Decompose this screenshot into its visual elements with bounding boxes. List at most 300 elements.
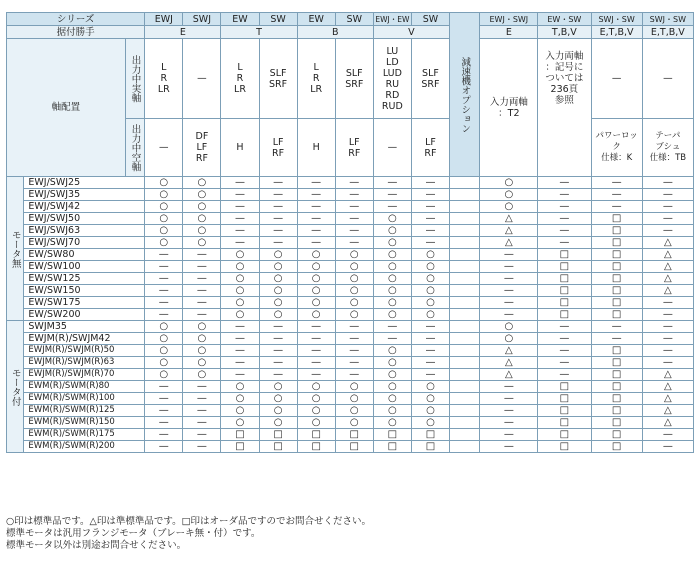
availability-cell: — (411, 201, 449, 213)
table-row (7, 249, 694, 261)
availability-cell: ○ (183, 321, 221, 333)
opt-mount: E (480, 26, 538, 39)
availability-cell: □ (538, 441, 591, 453)
model-name: SWJM35 (24, 321, 145, 333)
availability-cell: — (221, 213, 259, 225)
table-row (7, 441, 694, 453)
availability-cell: ○ (297, 285, 335, 297)
availability-cell: — (411, 369, 449, 381)
opt-powerlock: パワーロック 仕様：K (591, 119, 642, 177)
availability-cell: △ (480, 345, 538, 357)
footnote: ○印は標準品です。△印は準標準品です。□印はオーダ品ですのでお問合せください。 (6, 516, 372, 527)
availability-cell: — (480, 297, 538, 309)
availability-cell: — (297, 237, 335, 249)
hollow-val: — (373, 119, 411, 177)
option-spacer (450, 333, 480, 345)
series-label: シリーズ (7, 13, 145, 26)
hollow-val: DF LF RF (183, 119, 221, 177)
availability-cell: — (538, 201, 591, 213)
availability-cell: — (221, 237, 259, 249)
availability-cell: ○ (183, 201, 221, 213)
availability-cell: □ (259, 429, 297, 441)
availability-cell: — (642, 345, 693, 357)
availability-cell: ○ (259, 285, 297, 297)
availability-cell: — (335, 225, 373, 237)
availability-cell: — (297, 369, 335, 381)
availability-cell: □ (591, 381, 642, 393)
availability-cell: — (221, 321, 259, 333)
availability-cell: ○ (411, 393, 449, 405)
table-row (7, 333, 694, 345)
opt-taper: テーパ ブシュ 仕様：TB (642, 119, 693, 177)
availability-cell: — (259, 333, 297, 345)
availability-cell: ○ (221, 309, 259, 321)
availability-cell: — (480, 405, 538, 417)
availability-cell: ○ (373, 369, 411, 381)
option-spacer (450, 321, 480, 333)
option-spacer (450, 381, 480, 393)
solid-val: — (183, 39, 221, 119)
availability-cell: □ (591, 237, 642, 249)
availability-cell: ○ (183, 213, 221, 225)
availability-cell: ○ (411, 417, 449, 429)
solid-val: SLF SRF (411, 39, 449, 119)
availability-cell: — (480, 381, 538, 393)
availability-cell: □ (373, 441, 411, 453)
availability-cell: — (145, 261, 183, 273)
model-name: EWJ/SWJ50 (24, 213, 145, 225)
availability-cell: □ (591, 249, 642, 261)
option-spacer (450, 357, 480, 369)
availability-cell: ○ (411, 309, 449, 321)
availability-cell: — (642, 357, 693, 369)
availability-cell: — (411, 237, 449, 249)
availability-cell: □ (591, 297, 642, 309)
availability-cell: ○ (145, 177, 183, 189)
series-col: EWJ (145, 13, 183, 26)
availability-cell: — (538, 321, 591, 333)
availability-cell: ○ (259, 405, 297, 417)
table-row (7, 213, 694, 225)
availability-cell: — (642, 201, 693, 213)
availability-cell: — (183, 273, 221, 285)
availability-cell: — (145, 285, 183, 297)
availability-cell: ○ (411, 249, 449, 261)
availability-cell: — (538, 357, 591, 369)
availability-cell: ○ (335, 285, 373, 297)
availability-cell: — (145, 393, 183, 405)
availability-cell: ○ (145, 345, 183, 357)
availability-cell: ○ (221, 249, 259, 261)
table-row (7, 285, 694, 297)
model-name: EW/SW175 (24, 297, 145, 309)
availability-cell: ○ (221, 405, 259, 417)
availability-cell: — (411, 321, 449, 333)
availability-cell: — (259, 189, 297, 201)
availability-cell: — (183, 249, 221, 261)
availability-cell: △ (480, 237, 538, 249)
option-spacer (450, 393, 480, 405)
availability-cell: ○ (259, 393, 297, 405)
hollow-val: H (297, 119, 335, 177)
availability-cell: □ (538, 429, 591, 441)
availability-cell: ○ (373, 417, 411, 429)
availability-cell: — (183, 285, 221, 297)
availability-cell: — (335, 357, 373, 369)
availability-cell: — (373, 189, 411, 201)
availability-cell: ○ (335, 261, 373, 273)
availability-cell: — (145, 297, 183, 309)
availability-cell: — (259, 357, 297, 369)
group-label: モータ付 (7, 321, 24, 453)
availability-cell: — (145, 249, 183, 261)
availability-cell: — (259, 369, 297, 381)
availability-cell: — (259, 345, 297, 357)
footnotes (6, 516, 694, 552)
availability-cell: — (297, 225, 335, 237)
availability-cell: ○ (221, 381, 259, 393)
availability-cell: ○ (145, 201, 183, 213)
model-name: EWM(R)/SWM(R)80 (24, 381, 145, 393)
availability-cell: — (373, 333, 411, 345)
availability-cell: — (145, 441, 183, 453)
availability-cell: — (183, 405, 221, 417)
availability-cell: ○ (373, 261, 411, 273)
availability-cell: ○ (373, 225, 411, 237)
series-col: EW (297, 13, 335, 26)
mount-group: E (145, 26, 221, 39)
option-spacer (450, 273, 480, 285)
table-row (7, 189, 694, 201)
availability-cell: □ (591, 345, 642, 357)
mounting-label: 据付勝手 (7, 26, 145, 39)
availability-cell: ○ (183, 177, 221, 189)
availability-cell: — (183, 441, 221, 453)
availability-cell: □ (538, 297, 591, 309)
availability-cell: △ (480, 369, 538, 381)
availability-cell: — (538, 237, 591, 249)
availability-cell: — (183, 393, 221, 405)
availability-cell: — (335, 333, 373, 345)
availability-cell: — (480, 441, 538, 453)
shaft-label: 軸配置 (7, 39, 126, 177)
availability-cell: □ (538, 273, 591, 285)
table-row (7, 273, 694, 285)
availability-cell: ○ (373, 213, 411, 225)
availability-cell: ○ (183, 369, 221, 381)
availability-cell: — (642, 189, 693, 201)
availability-cell: □ (591, 213, 642, 225)
option-spacer (450, 201, 480, 213)
availability-cell: ○ (145, 357, 183, 369)
availability-cell: — (538, 213, 591, 225)
availability-cell: ○ (373, 297, 411, 309)
availability-cell: — (297, 321, 335, 333)
option-spacer (450, 405, 480, 417)
model-name: EWM(R)/SWM(R)100 (24, 393, 145, 405)
availability-cell: ○ (373, 273, 411, 285)
option-spacer (450, 369, 480, 381)
availability-cell: — (335, 237, 373, 249)
table-row (7, 321, 694, 333)
availability-cell: — (373, 177, 411, 189)
availability-cell: ○ (297, 381, 335, 393)
opt-dash: — (642, 39, 693, 119)
availability-cell: — (259, 321, 297, 333)
availability-cell: — (411, 177, 449, 189)
availability-cell: □ (538, 285, 591, 297)
availability-cell: — (335, 201, 373, 213)
availability-cell: ○ (297, 393, 335, 405)
solid-shaft-label: 出力中実軸 (125, 39, 145, 119)
availability-cell: □ (591, 417, 642, 429)
availability-cell: — (642, 177, 693, 189)
availability-cell: □ (221, 441, 259, 453)
availability-cell: △ (480, 225, 538, 237)
option-spacer (450, 345, 480, 357)
availability-cell: □ (297, 441, 335, 453)
availability-cell: □ (591, 225, 642, 237)
availability-cell: □ (411, 429, 449, 441)
availability-cell: — (259, 201, 297, 213)
availability-cell: — (145, 309, 183, 321)
table-row (7, 261, 694, 273)
availability-cell: □ (335, 429, 373, 441)
availability-cell: — (259, 213, 297, 225)
opt-series-col: SWJ・SW (591, 13, 642, 26)
hollow-val: LF RF (411, 119, 449, 177)
opt-mount: T,B,V (538, 26, 591, 39)
model-name: EWJM(R)/SWJM(R)50 (24, 345, 145, 357)
availability-cell: △ (642, 417, 693, 429)
availability-cell: — (642, 297, 693, 309)
availability-cell: ○ (335, 405, 373, 417)
series-col: SW (259, 13, 297, 26)
availability-cell: — (538, 369, 591, 381)
footnote: 標準モータは汎用フランジモータ（ブレーキ無・付）です。 (6, 528, 261, 539)
availability-cell: — (221, 369, 259, 381)
availability-cell: ○ (335, 249, 373, 261)
solid-val: SLF SRF (335, 39, 373, 119)
availability-cell: ○ (480, 177, 538, 189)
availability-cell: ○ (335, 393, 373, 405)
availability-cell: — (642, 309, 693, 321)
availability-cell: — (335, 321, 373, 333)
availability-cell: — (145, 429, 183, 441)
availability-cell: ○ (411, 405, 449, 417)
availability-cell: — (480, 309, 538, 321)
model-name: EWM(R)/SWM(R)150 (24, 417, 145, 429)
availability-cell: ○ (145, 369, 183, 381)
availability-cell: ○ (183, 237, 221, 249)
opt-dash: — (591, 39, 642, 119)
table-row (7, 429, 694, 441)
availability-cell: ○ (145, 213, 183, 225)
group-label: モータ無 (7, 177, 24, 321)
availability-cell: — (183, 417, 221, 429)
solid-val: LU LD LUD RU RD RUD (373, 39, 411, 119)
availability-cell: △ (642, 273, 693, 285)
availability-cell: □ (591, 309, 642, 321)
availability-cell: △ (480, 213, 538, 225)
availability-cell: ○ (373, 357, 411, 369)
opt-series-col: SWJ・SW (642, 13, 693, 26)
availability-cell: ○ (259, 273, 297, 285)
availability-cell: ○ (373, 249, 411, 261)
availability-cell: — (221, 201, 259, 213)
model-name: EWJ/SWJ35 (24, 189, 145, 201)
availability-cell: — (642, 213, 693, 225)
availability-cell: — (480, 429, 538, 441)
availability-cell: △ (642, 249, 693, 261)
availability-cell: — (591, 201, 642, 213)
solid-val: SLF SRF (259, 39, 297, 119)
availability-cell: ○ (411, 261, 449, 273)
availability-cell: — (335, 189, 373, 201)
opt-mount: E,T,B,V (642, 26, 693, 39)
availability-cell: — (297, 357, 335, 369)
table-row (7, 225, 694, 237)
availability-cell: — (221, 177, 259, 189)
model-name: EWJM(R)/SWJM42 (24, 333, 145, 345)
availability-cell: □ (591, 369, 642, 381)
series-col: EWJ・EW (373, 13, 411, 26)
solid-val: L R LR (145, 39, 183, 119)
availability-cell: — (335, 345, 373, 357)
availability-cell: — (591, 177, 642, 189)
availability-cell: ○ (335, 381, 373, 393)
availability-cell: ○ (221, 273, 259, 285)
option-spacer (450, 249, 480, 261)
model-name: EWM(R)/SWM(R)175 (24, 429, 145, 441)
availability-cell: — (591, 333, 642, 345)
option-spacer (450, 429, 480, 441)
availability-cell: — (411, 189, 449, 201)
table-row (7, 309, 694, 321)
availability-cell: ○ (373, 405, 411, 417)
availability-cell: ○ (373, 345, 411, 357)
option-spacer (450, 225, 480, 237)
availability-cell: — (642, 321, 693, 333)
availability-cell: ○ (259, 249, 297, 261)
availability-cell: — (480, 261, 538, 273)
availability-cell: □ (335, 441, 373, 453)
availability-cell: — (411, 225, 449, 237)
availability-cell: ○ (373, 237, 411, 249)
availability-cell: — (221, 225, 259, 237)
table-row (7, 237, 694, 249)
availability-cell: ○ (259, 309, 297, 321)
availability-cell: — (297, 213, 335, 225)
availability-cell: — (538, 177, 591, 189)
availability-cell: — (642, 225, 693, 237)
availability-cell: ○ (221, 393, 259, 405)
availability-cell: — (591, 189, 642, 201)
series-col: EW (221, 13, 259, 26)
availability-cell: △ (642, 393, 693, 405)
model-name: EWJ/SWJ25 (24, 177, 145, 189)
availability-cell: □ (538, 405, 591, 417)
availability-cell: □ (591, 261, 642, 273)
availability-cell: ○ (221, 297, 259, 309)
availability-cell: ○ (183, 333, 221, 345)
table-row (7, 177, 694, 189)
availability-cell: — (297, 201, 335, 213)
availability-cell: ○ (297, 261, 335, 273)
table-row (7, 393, 694, 405)
availability-cell: △ (642, 405, 693, 417)
option-spacer (450, 309, 480, 321)
availability-cell: ○ (480, 201, 538, 213)
option-spacer (450, 189, 480, 201)
mount-group: V (373, 26, 449, 39)
availability-cell: □ (591, 405, 642, 417)
availability-cell: — (538, 345, 591, 357)
availability-cell: ○ (373, 393, 411, 405)
availability-cell: ○ (145, 333, 183, 345)
availability-cell: □ (538, 261, 591, 273)
availability-cell: ○ (259, 261, 297, 273)
availability-cell: — (221, 345, 259, 357)
availability-cell: ○ (259, 417, 297, 429)
model-name: EWJ/SWJ70 (24, 237, 145, 249)
availability-cell: — (183, 261, 221, 273)
model-name: EWJM(R)/SWJM(R)70 (24, 369, 145, 381)
availability-cell: — (145, 381, 183, 393)
availability-cell: □ (538, 381, 591, 393)
availability-cell: ○ (297, 273, 335, 285)
availability-cell: □ (538, 249, 591, 261)
opt-series-col: EWJ・SWJ (480, 13, 538, 26)
hollow-val: LF RF (259, 119, 297, 177)
model-name: EW/SW100 (24, 261, 145, 273)
table-row (7, 357, 694, 369)
availability-cell: ○ (335, 273, 373, 285)
hollow-val: LF RF (335, 119, 373, 177)
option-spacer (450, 417, 480, 429)
reducer-option-label: 減速機オプション (450, 13, 480, 177)
availability-cell: — (297, 177, 335, 189)
opt-input-ref: 入力両軸 ：記号に ついては 236頁 参照 (538, 39, 591, 177)
availability-cell: — (259, 225, 297, 237)
option-spacer (450, 261, 480, 273)
availability-cell: — (480, 417, 538, 429)
model-name: EWJ/SWJ63 (24, 225, 145, 237)
availability-cell: ○ (297, 297, 335, 309)
availability-cell: ○ (145, 225, 183, 237)
availability-cell: □ (538, 309, 591, 321)
availability-cell: — (221, 333, 259, 345)
availability-cell: — (411, 333, 449, 345)
availability-cell: — (480, 393, 538, 405)
model-name: EWM(R)/SWM(R)200 (24, 441, 145, 453)
table-row (7, 417, 694, 429)
model-name: EW/SW150 (24, 285, 145, 297)
availability-cell: ○ (221, 261, 259, 273)
opt-input-t2: 入力両軸 ：T2 (480, 39, 538, 177)
solid-val: L R LR (221, 39, 259, 119)
series-table (6, 12, 694, 453)
availability-cell: △ (642, 261, 693, 273)
availability-cell: — (335, 177, 373, 189)
model-name: EW/SW200 (24, 309, 145, 321)
availability-cell: ○ (411, 297, 449, 309)
availability-cell: □ (591, 273, 642, 285)
availability-cell: ○ (259, 297, 297, 309)
availability-cell: — (145, 417, 183, 429)
availability-cell: — (480, 249, 538, 261)
availability-cell: □ (221, 429, 259, 441)
